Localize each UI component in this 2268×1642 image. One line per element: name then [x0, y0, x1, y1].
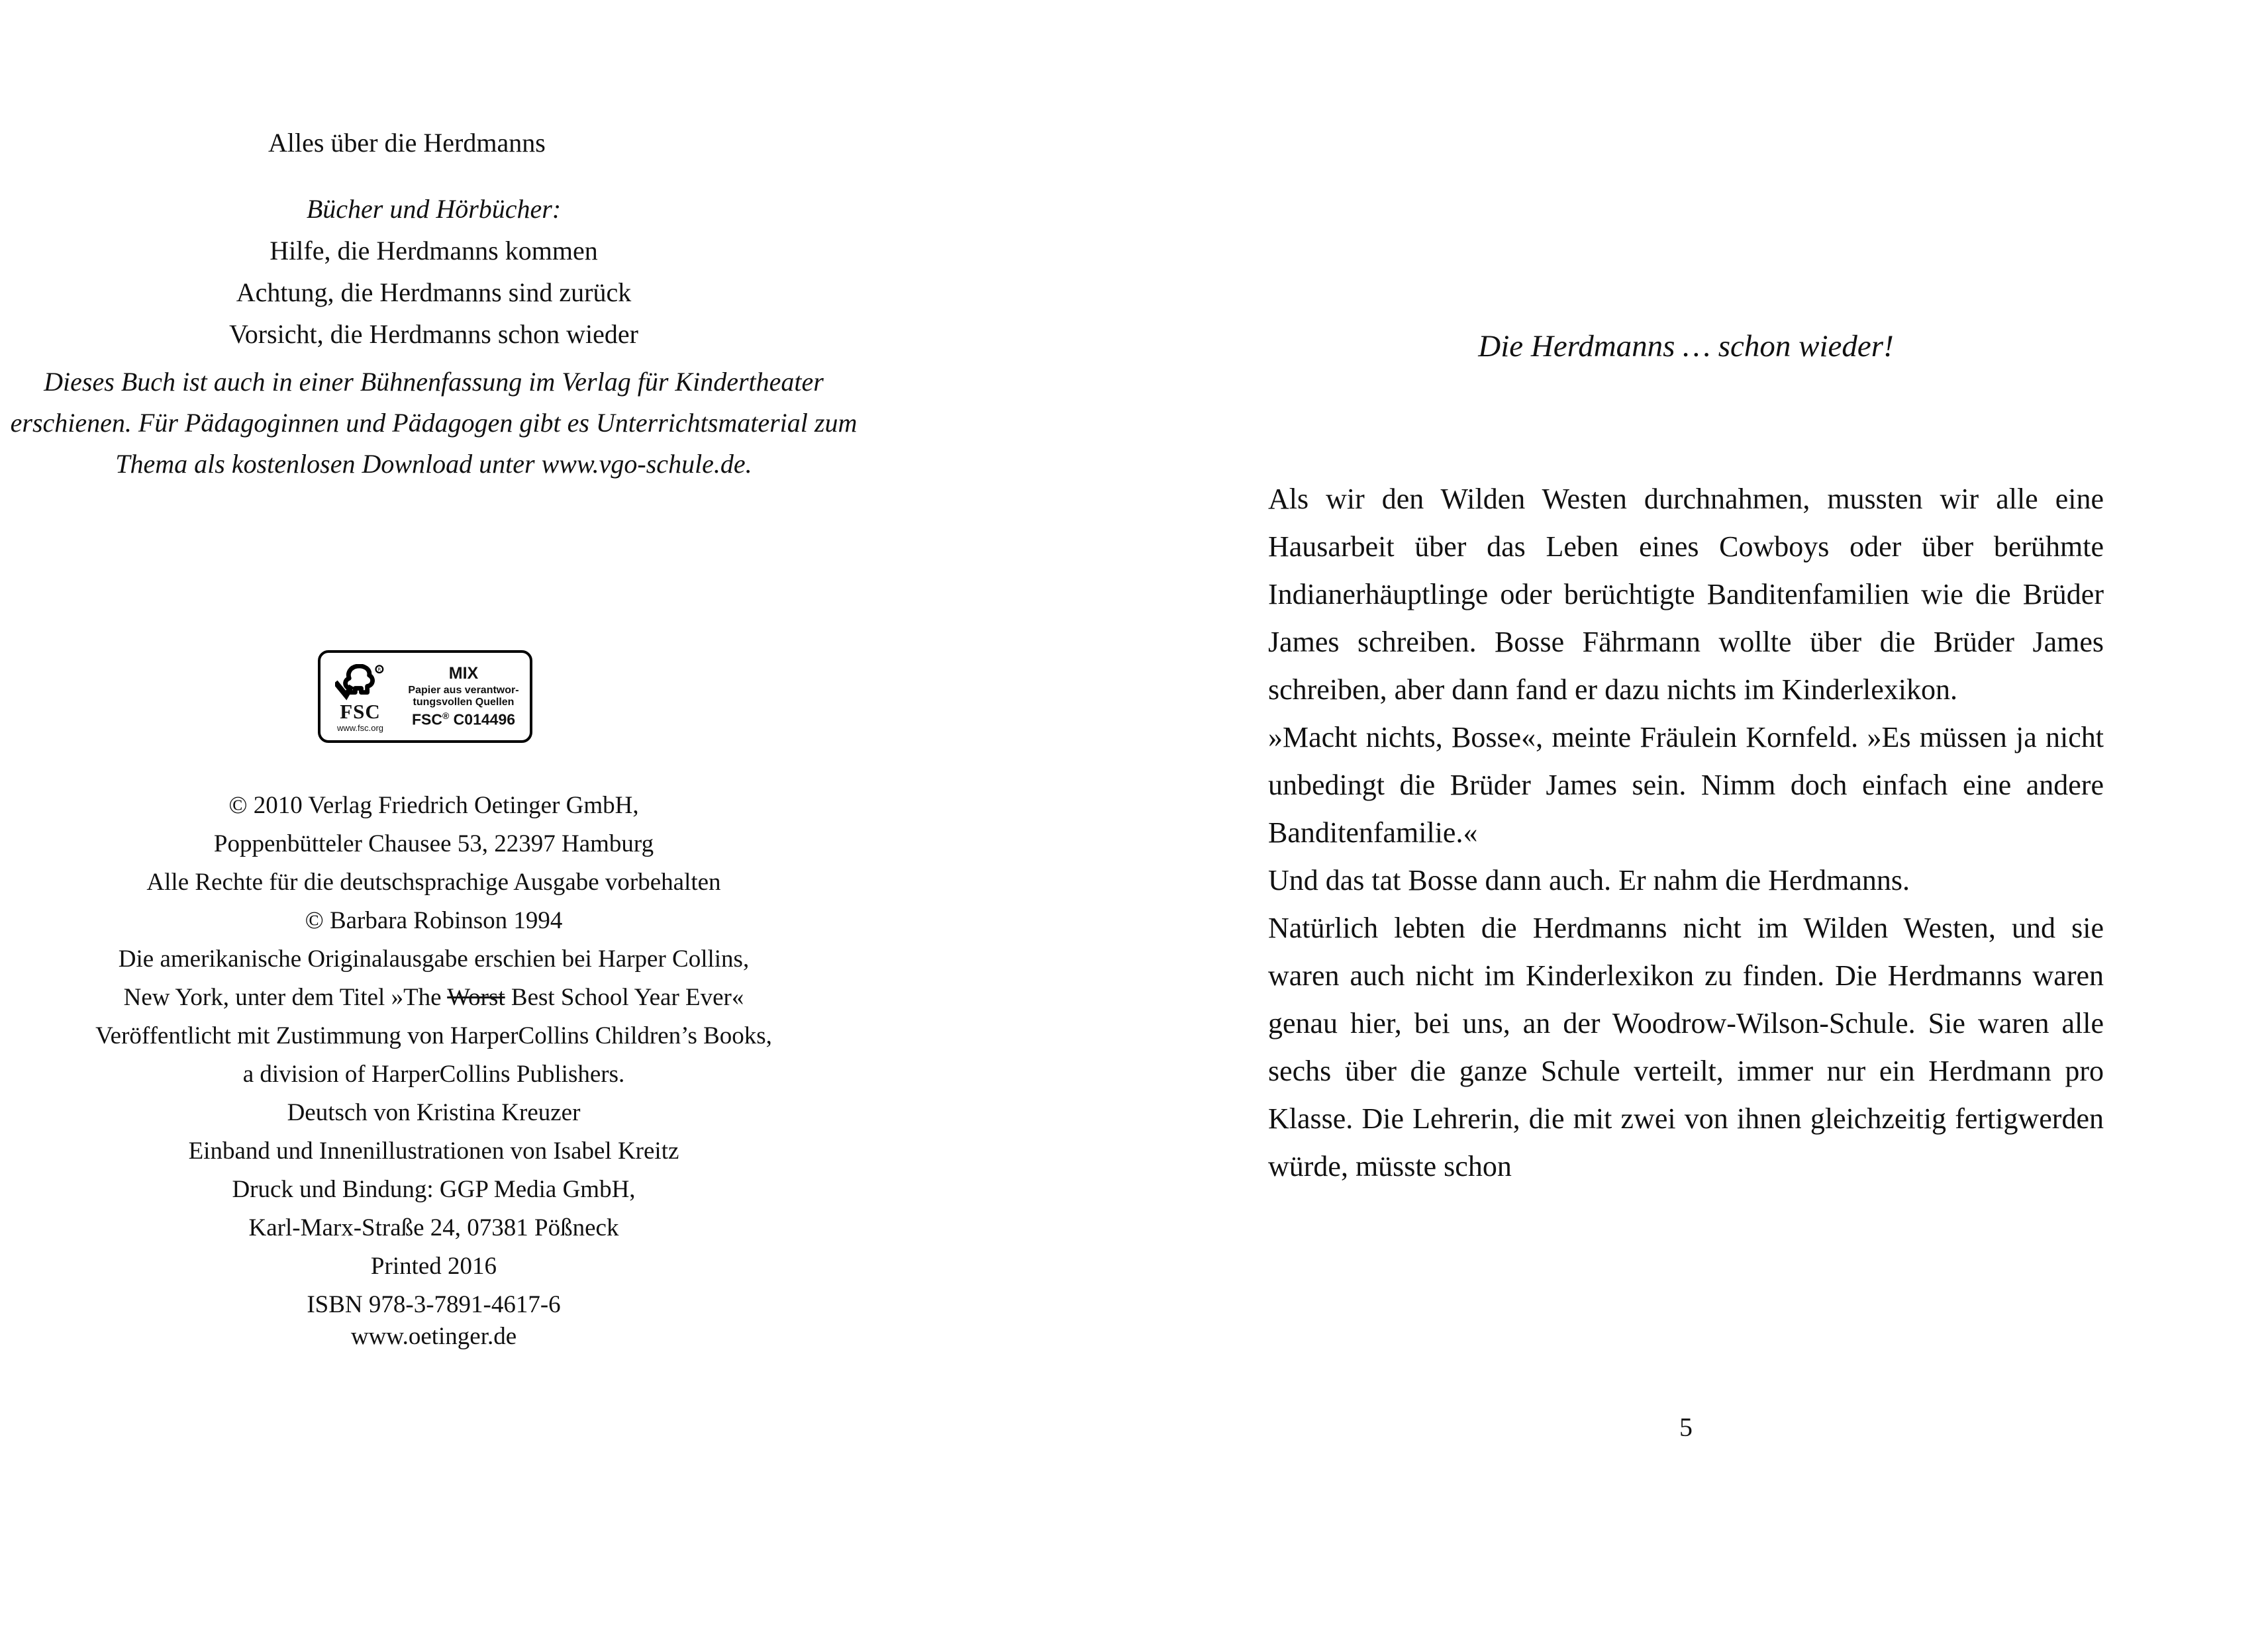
booklist-item: Vorsicht, die Herdmanns schon wieder: [228, 319, 638, 349]
fsc-license-code: [412, 711, 515, 728]
booklist-caption: Bücher und Hörbücher:: [306, 194, 562, 224]
fsc-mark-column: [320, 653, 400, 740]
fsc-code-prefix: FSC: [411, 710, 442, 728]
booklist-item: Achtung, die Herdmanns sind zurück: [236, 277, 632, 307]
original-title-suffix: Best School Year Ever«: [505, 984, 744, 1011]
fsc-certification-logo: [318, 650, 532, 743]
fsc-code-number: C014496: [453, 710, 516, 728]
series-heading: Alles über die Herdmanns: [268, 128, 546, 158]
colophon-line-copyright-author: © Barbara Robinson 1994: [305, 907, 563, 934]
booklist-block: [0, 188, 867, 355]
colophon-line-permission-1: Veröffentlicht mit Zustimmung von HarperCollins Children’s Books,: [95, 1022, 772, 1049]
original-title-prefix: New York, unter dem Titel »The: [123, 984, 448, 1011]
publisher-website: www.oetinger.de: [350, 1323, 517, 1350]
registered-trademark-icon: ®: [442, 710, 450, 722]
svg-text:R: R: [377, 667, 381, 673]
colophon-line-printed-year: Printed 2016: [370, 1253, 497, 1280]
colophon-line-printer-1: Druck und Bindung: GGP Media GmbH,: [232, 1176, 636, 1203]
colophon-line-isbn: ISBN 978-3-7891-4617-6: [307, 1291, 561, 1318]
booklist-item: Hilfe, die Herdmanns kommen: [270, 236, 598, 266]
colophon-line-rights: Alle Rechte für die deutschsprachige Ausgabe vorbehalten: [146, 869, 721, 896]
colophon-block: [0, 787, 867, 1324]
body-paragraph: »Macht nichts, Bosse«, meinte Fräulein Kornfeld. »Es müssen ja nicht unbedingt die Brüder James sein. Nimm doch einfach eine andere Banditenfamilie.«: [1268, 721, 2104, 849]
body-paragraph: Als wir den Wilden Westen durchnahmen, mussten wir alle eine Hausarbeit über das Leben eines Cowboys oder über berühmte Indianerhäuptlinge oder berüchtigte Banditenfamilien wie die Brüder James schreiben. Bosse Fährmann wollte über die Brüder James schreiben, aber dann fand er dazu nichts im Kinderlexikon.: [1268, 483, 2104, 706]
fsc-mix-label: MIX: [448, 663, 479, 683]
colophon-line-illustrator: Einband und Innenillustrationen von Isabel Kreitz: [188, 1137, 679, 1165]
body-paragraph: Natürlich lebten die Herdmanns nicht im Wilden Westen, und sie waren auch nicht im Kinderlexikon zu finden. Die Herdmanns waren genau hier, bei uns, an der Woodrow-Wilson-Schule. Sie waren alle sechs über die ganze Schule verteilt, immer nur ein Herdmann pro Klasse. Die Lehrerin, die mit zwei von ihnen gleichzeitig fertigwerden würde, müsste schon: [1268, 912, 2104, 1183]
fsc-claim-line-1: Papier aus verantwor-: [408, 685, 519, 697]
body-paragraph: Und das tat Bosse dann auch. Er nahm die Herdmanns.: [1268, 864, 1910, 896]
colophon-line-original-title: [0, 979, 867, 1017]
colophon-line-permission-2: a division of HarperCollins Publishers.: [242, 1061, 625, 1088]
stage-version-note: Dieses Buch ist auch in einer Bühnenfassung im Verlag für Kindertheater erschienen. Für Pädagoginnen und Pädagogen gibt es Unterrichtsmaterial zum Thema als kostenlosen Download unter www.vgo-schule.de.: [10, 367, 858, 479]
colophon-line-copyright-publisher: © 2010 Verlag Friedrich Oetinger GmbH,: [228, 792, 639, 819]
page-number: 5: [1679, 1412, 1693, 1442]
fsc-claim-text: [408, 685, 518, 708]
fsc-tree-checkmark-icon: [335, 664, 385, 702]
colophon-line-original-edition: Die amerikanische Originalausgabe erschien bei Harper Collins,: [118, 945, 750, 973]
fsc-wordmark: FSC: [340, 699, 381, 723]
fsc-text-column: [400, 653, 530, 740]
colophon-line-translator: Deutsch von Kristina Kreuzer: [287, 1099, 581, 1126]
original-title-struck-word: Worst: [447, 984, 505, 1011]
recto-page: [1134, 0, 2268, 1642]
colophon-line-printer-2: Karl-Marx-Straße 24, 07381 Pößneck: [248, 1214, 619, 1241]
fsc-url: www.fsc.org: [336, 722, 384, 733]
chapter-body-text: [1268, 475, 2104, 1190]
colophon-line-address: Poppenbütteler Chausee 53, 22397 Hamburg: [213, 830, 654, 857]
chapter-title: Die Herdmanns … schon wieder!: [1478, 329, 1894, 363]
fsc-claim-line-2: tungsvollen Quellen: [413, 697, 515, 708]
